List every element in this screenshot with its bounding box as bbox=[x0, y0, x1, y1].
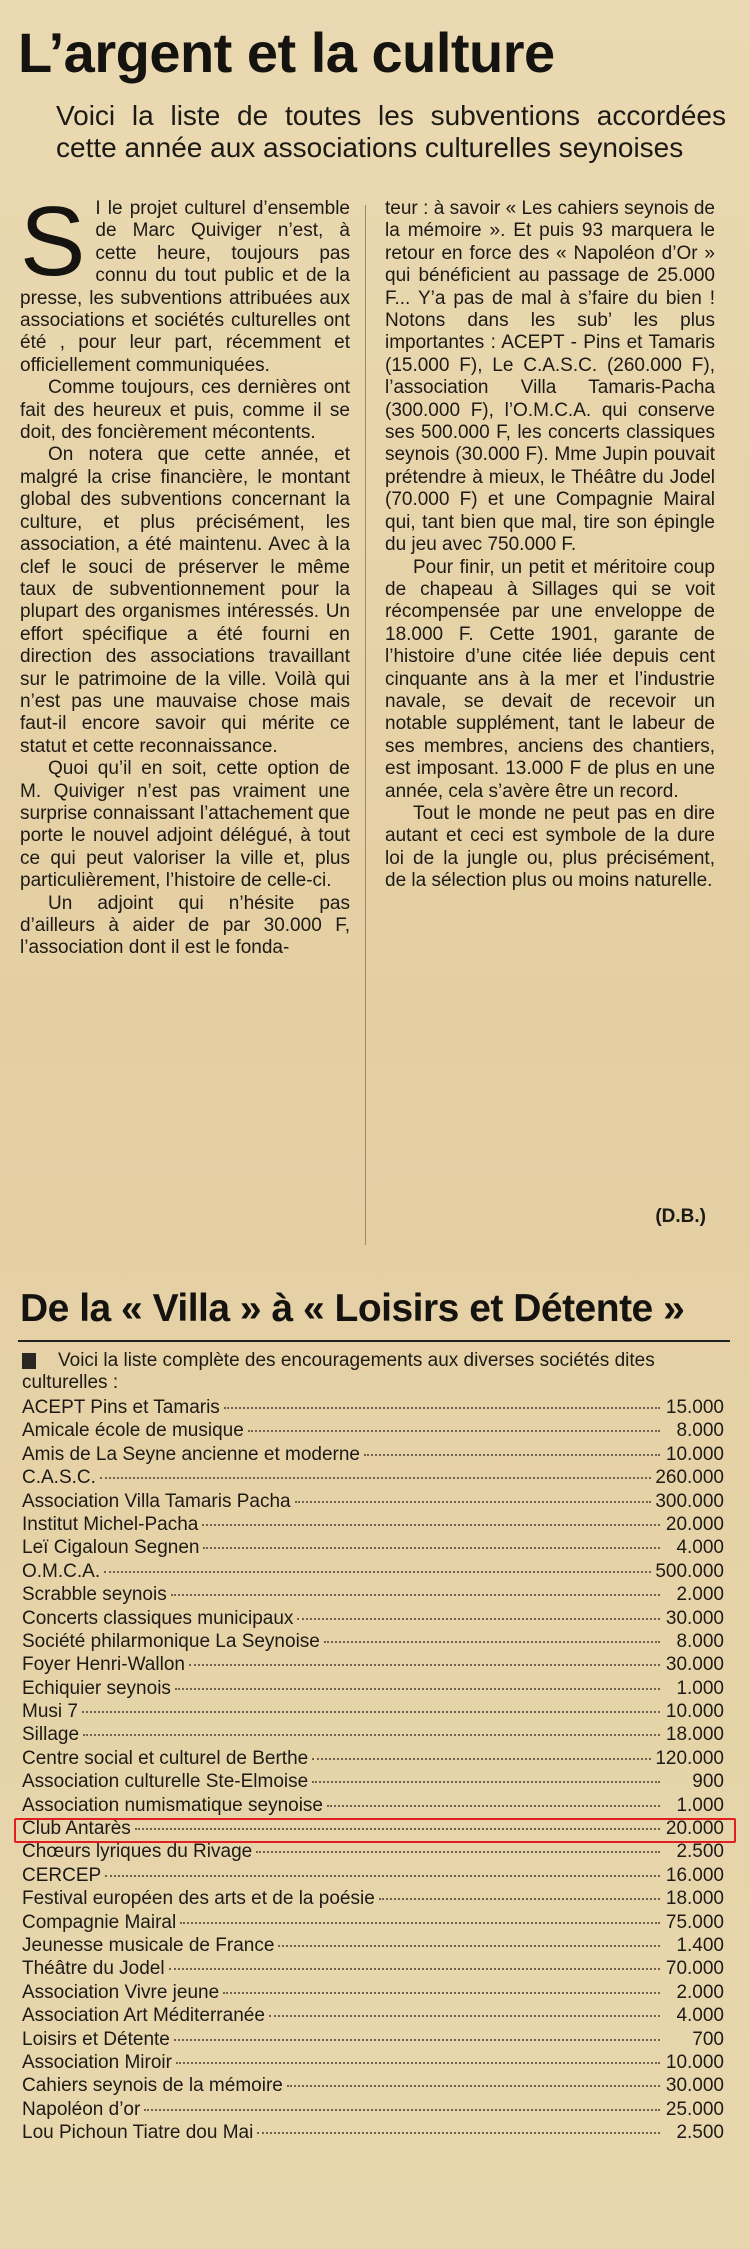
grant-row bbox=[22, 1747, 724, 1770]
grant-row bbox=[22, 2004, 724, 2027]
dot-leader bbox=[175, 1688, 660, 1690]
grant-name: Chœurs lyriques du Rivage bbox=[22, 1841, 253, 1863]
grant-amount: 4.000 bbox=[676, 1537, 724, 1559]
dot-leader bbox=[171, 1594, 660, 1596]
grant-amount: 8.000 bbox=[676, 1630, 724, 1652]
grant-row bbox=[22, 1794, 724, 1817]
dot-leader bbox=[295, 1501, 652, 1503]
grant-name: Société philarmonique La Seynoise bbox=[22, 1630, 320, 1652]
grant-amount: 2.500 bbox=[676, 2122, 724, 2144]
grant-name: Loisirs et Détente bbox=[22, 2028, 170, 2050]
grant-row bbox=[22, 1817, 724, 1840]
grant-amount: 25.000 bbox=[665, 2098, 724, 2120]
article-paragraph: Un adjoint qui n’hésite pas d’ailleurs à aider de par 30.000 F, l’association dont il est le fonda- bbox=[20, 892, 350, 959]
grant-row bbox=[22, 1466, 724, 1489]
article-paragraph: On notera que cette année, et malgré la crise financière, le montant global des subventions concernant la culture, et plus précisément, les association, a été maintenu. Avec à la clef le souci de préserver le même taux de subventionnement pour la plupart des organismes intéressés. Un effort spécifique a été fourni en direction des associations travaillant sur le patrimoine de la ville. Voilà qui n’est pas une mauvaise chose mais faut-il encore savoir qui mérite ce statut et cette reconnaissance. bbox=[20, 444, 350, 757]
grant-name: ACEPT Pins et Tamaris bbox=[22, 1397, 220, 1418]
grant-row bbox=[22, 1840, 724, 1863]
grant-name: Echiquier seynois bbox=[22, 1677, 171, 1699]
grant-amount: 120.000 bbox=[655, 1747, 724, 1769]
column-divider bbox=[365, 205, 366, 1245]
grant-row bbox=[22, 1607, 724, 1630]
grant-row bbox=[22, 1536, 724, 1559]
grant-amount: 1.000 bbox=[676, 1677, 724, 1699]
grant-amount: 2.500 bbox=[676, 1841, 724, 1863]
article-paragraph: teur : à savoir « Les cahiers seynois de la mémoire ». Et puis 93 marquera le retour en force des « Napoléon d’Or » qui bénéficient au passage de 25.000 F... Y’a pas de mal à s’faire du bien ! Notons dans les sub’ les plus importantes : ACEPT - Pins et Tamaris (15.000 F), Le C.A.S.C. (260.000 F), l’association Villa Tamaris-Pacha (300.000 F), l’O.M.C.A. qui conserve ses 500.000 F, les concerts classiques seynois (30.000 F). Mme Jupin pouvait prétendre à mieux, le Théâtre du Jodel (70.000 F) et une Compagnie Mairal qui, tant bien que mal, tire son épingle du jeu avec 750.000 F. bbox=[385, 198, 715, 556]
grant-row bbox=[22, 1700, 724, 1723]
grant-amount: 10.000 bbox=[665, 1701, 724, 1723]
dot-leader bbox=[379, 1898, 660, 1900]
dot-leader bbox=[248, 1430, 660, 1432]
article-column-right bbox=[385, 198, 715, 893]
grant-name: Jeunesse musicale de France bbox=[22, 1934, 275, 1956]
grant-name: Association Art Méditerranée bbox=[22, 2005, 265, 2027]
dot-leader bbox=[327, 1805, 660, 1807]
grant-name: Association Vivre jeune bbox=[22, 1981, 220, 2003]
dot-leader bbox=[105, 1875, 660, 1877]
grant-name: Association numismatique seynoise bbox=[22, 1794, 323, 1816]
dot-leader bbox=[269, 2015, 660, 2017]
grant-name: Centre social et culturel de Berthe bbox=[22, 1747, 309, 1769]
grant-row bbox=[22, 1911, 724, 1934]
dot-leader bbox=[203, 1547, 660, 1549]
grant-row bbox=[22, 1583, 724, 1606]
author-signature: (D.B.) bbox=[655, 1206, 706, 1227]
dot-leader bbox=[364, 1454, 660, 1456]
grant-name: Concerts classiques municipaux bbox=[22, 1607, 294, 1629]
dot-leader bbox=[100, 1477, 651, 1479]
grant-row bbox=[22, 1770, 724, 1793]
grant-row bbox=[22, 1443, 724, 1466]
grant-amount: 500.000 bbox=[655, 1560, 724, 1582]
dot-leader bbox=[256, 1851, 660, 1853]
article-paragraph: Pour finir, un petit et méritoire coup de chapeau à Sillages qui se voit récompensée par une enveloppe de 18.000 F. Cette 1901, garante de l’histoire d’une citée liée depuis cent cinquante ans à la mer et l’industrie navale, se devait de recevoir un notable supplément, tant le labeur de ses membres, anciens des chantiers, est imposant. 13.000 F de plus en une année, cela s’avère être un record. bbox=[385, 556, 715, 802]
grant-amount: 10.000 bbox=[665, 1443, 724, 1465]
article-title: L’argent et la culture bbox=[18, 21, 555, 84]
dot-leader bbox=[174, 2039, 660, 2041]
dot-leader bbox=[297, 1618, 660, 1620]
grant-name: Foyer Henri-Wallon bbox=[22, 1654, 185, 1676]
grant-name: Festival européen des arts et de la poésie bbox=[22, 1888, 375, 1910]
grant-name: Sillage bbox=[22, 1724, 80, 1746]
grant-name: Club Antarès bbox=[22, 1818, 131, 1840]
dot-leader bbox=[202, 1524, 660, 1526]
grant-name: Amis de La Seyne ancienne et moderne bbox=[22, 1443, 360, 1465]
grant-amount: 300.000 bbox=[655, 1490, 724, 1512]
grant-row bbox=[22, 2098, 724, 2121]
grant-name: Musi 7 bbox=[22, 1701, 78, 1723]
grant-amount: 1.400 bbox=[676, 1934, 724, 1956]
grant-amount: 75.000 bbox=[665, 1911, 724, 1933]
dot-leader bbox=[223, 1992, 660, 1994]
grant-amount: 20.000 bbox=[665, 1513, 724, 1535]
grant-amount: 20.000 bbox=[665, 1818, 724, 1840]
grant-name: CERCEP bbox=[22, 1864, 102, 1886]
grant-name: Cahiers seynois de la mémoire bbox=[22, 2075, 283, 2097]
grant-amount: 18.000 bbox=[665, 1888, 724, 1910]
article-paragraph bbox=[20, 186, 350, 377]
dot-leader bbox=[144, 2109, 660, 2111]
article-paragraph: Tout le monde ne peut pas en dire autant et ceci est symbole de la dure loi de la jungle ou, plus précisément, de la sélection plus ou moins naturelle. bbox=[385, 802, 715, 892]
grant-row bbox=[22, 1887, 724, 1910]
dot-leader bbox=[287, 2085, 660, 2087]
grant-row bbox=[22, 1677, 724, 1700]
grant-row bbox=[22, 1630, 724, 1653]
grant-amount: 18.000 bbox=[665, 1724, 724, 1746]
dot-leader bbox=[312, 1758, 651, 1760]
grant-amount: 30.000 bbox=[665, 2075, 724, 2097]
grant-row bbox=[22, 1934, 724, 1957]
dot-leader bbox=[180, 1922, 660, 1924]
grant-amount: 30.000 bbox=[665, 1607, 724, 1629]
grant-row bbox=[22, 2121, 724, 2144]
grant-amount: 2.000 bbox=[676, 1981, 724, 2003]
box-rule bbox=[18, 1340, 730, 1342]
grant-row bbox=[22, 1723, 724, 1746]
grant-name: Théâtre du Jodel bbox=[22, 1958, 165, 1980]
dot-leader bbox=[257, 2132, 660, 2134]
dot-leader bbox=[176, 2062, 660, 2064]
grant-name: Institut Michel-Pacha bbox=[22, 1513, 199, 1535]
article-paragraph: Comme toujours, ces dernières ont fait des heureux et puis, comme il se doit, des foncièrement mécontents. bbox=[20, 377, 350, 444]
grant-row bbox=[22, 1490, 724, 1513]
dot-leader bbox=[312, 1781, 660, 1783]
article-subtitle: Voici la liste de toutes les subventions accordées cette année aux associations culturelles seynoises bbox=[56, 100, 726, 163]
grant-row bbox=[22, 1513, 724, 1536]
grant-amount: 16.000 bbox=[665, 1864, 724, 1886]
grant-amount: 15.000 bbox=[665, 1397, 724, 1418]
dot-leader bbox=[135, 1828, 660, 1830]
grant-row bbox=[22, 1864, 724, 1887]
grant-name: Association Villa Tamaris Pacha bbox=[22, 1490, 291, 1512]
dot-leader bbox=[278, 1945, 660, 1947]
grant-name: Association Miroir bbox=[22, 2051, 172, 2073]
dot-leader bbox=[324, 1641, 660, 1643]
grant-row bbox=[22, 1396, 724, 1419]
dot-leader bbox=[83, 1734, 660, 1736]
grant-amount: 4.000 bbox=[676, 2005, 724, 2027]
grant-amount: 8.000 bbox=[676, 1420, 724, 1442]
grant-amount: 70.000 bbox=[665, 1958, 724, 1980]
drop-cap: S bbox=[20, 186, 86, 296]
grants-intro: Voici la liste complète des encouragements aux diverses sociétés dites culturelles : bbox=[22, 1350, 655, 1393]
dot-leader bbox=[82, 1711, 660, 1713]
grant-amount: 10.000 bbox=[665, 2051, 724, 2073]
grant-name: Compagnie Mairal bbox=[22, 1911, 177, 1933]
grant-name: Amicale école de musique bbox=[22, 1420, 244, 1442]
grant-row bbox=[22, 1560, 724, 1583]
grant-amount: 1.000 bbox=[676, 1794, 724, 1816]
grant-row bbox=[22, 1957, 724, 1980]
grant-name: Napoléon d’or bbox=[22, 2098, 141, 2120]
dot-leader bbox=[169, 1968, 660, 1970]
grant-name: Leï Cigaloun Segnen bbox=[22, 1537, 200, 1559]
article-column-left bbox=[20, 186, 350, 960]
grant-name: Association culturelle Ste-Elmoise bbox=[22, 1771, 309, 1793]
grants-list bbox=[22, 1396, 724, 2145]
grant-name: O.M.C.A. bbox=[22, 1560, 101, 1582]
grant-amount: 30.000 bbox=[665, 1654, 724, 1676]
paragraph-text: I le projet culturel d’ensemble de Marc Quiviger n’est, à cette heure, toujours pas connu du tout public et de la presse, les subventions attribuées aux associations et sociétés culturelles ont été , pour leur part, récemment et officiellement communiquées. bbox=[20, 198, 350, 376]
grant-name: C.A.S.C. bbox=[22, 1467, 96, 1489]
grant-amount: 700 bbox=[692, 2028, 724, 2050]
grant-amount: 2.000 bbox=[676, 1584, 724, 1606]
grant-row bbox=[22, 2051, 724, 2074]
grant-row bbox=[22, 2074, 724, 2097]
grant-row bbox=[22, 2028, 724, 2051]
grant-amount: 260.000 bbox=[655, 1467, 724, 1489]
grants-box-title: De la « Villa » à « Loisirs et Détente » bbox=[20, 1287, 685, 1330]
grant-row bbox=[22, 1653, 724, 1676]
article-paragraph: Quoi qu’il en soit, cette option de M. Quiviger n’est pas vraiment une surprise connaissant l’attachement que porte le nouvel adjoint délégué, à tout ce qui peut valoriser la ville et, plus particulièrement, l’histoire de celle-ci. bbox=[20, 758, 350, 892]
dot-leader bbox=[189, 1664, 660, 1666]
grant-name: Lou Pichoun Tiatre dou Mai bbox=[22, 2122, 254, 2144]
dot-leader bbox=[224, 1407, 660, 1409]
grant-row bbox=[22, 1981, 724, 2004]
dot-leader bbox=[104, 1571, 651, 1573]
grant-amount: 900 bbox=[692, 1771, 724, 1793]
grant-name: Scrabble seynois bbox=[22, 1584, 167, 1606]
grant-row bbox=[22, 1419, 724, 1442]
